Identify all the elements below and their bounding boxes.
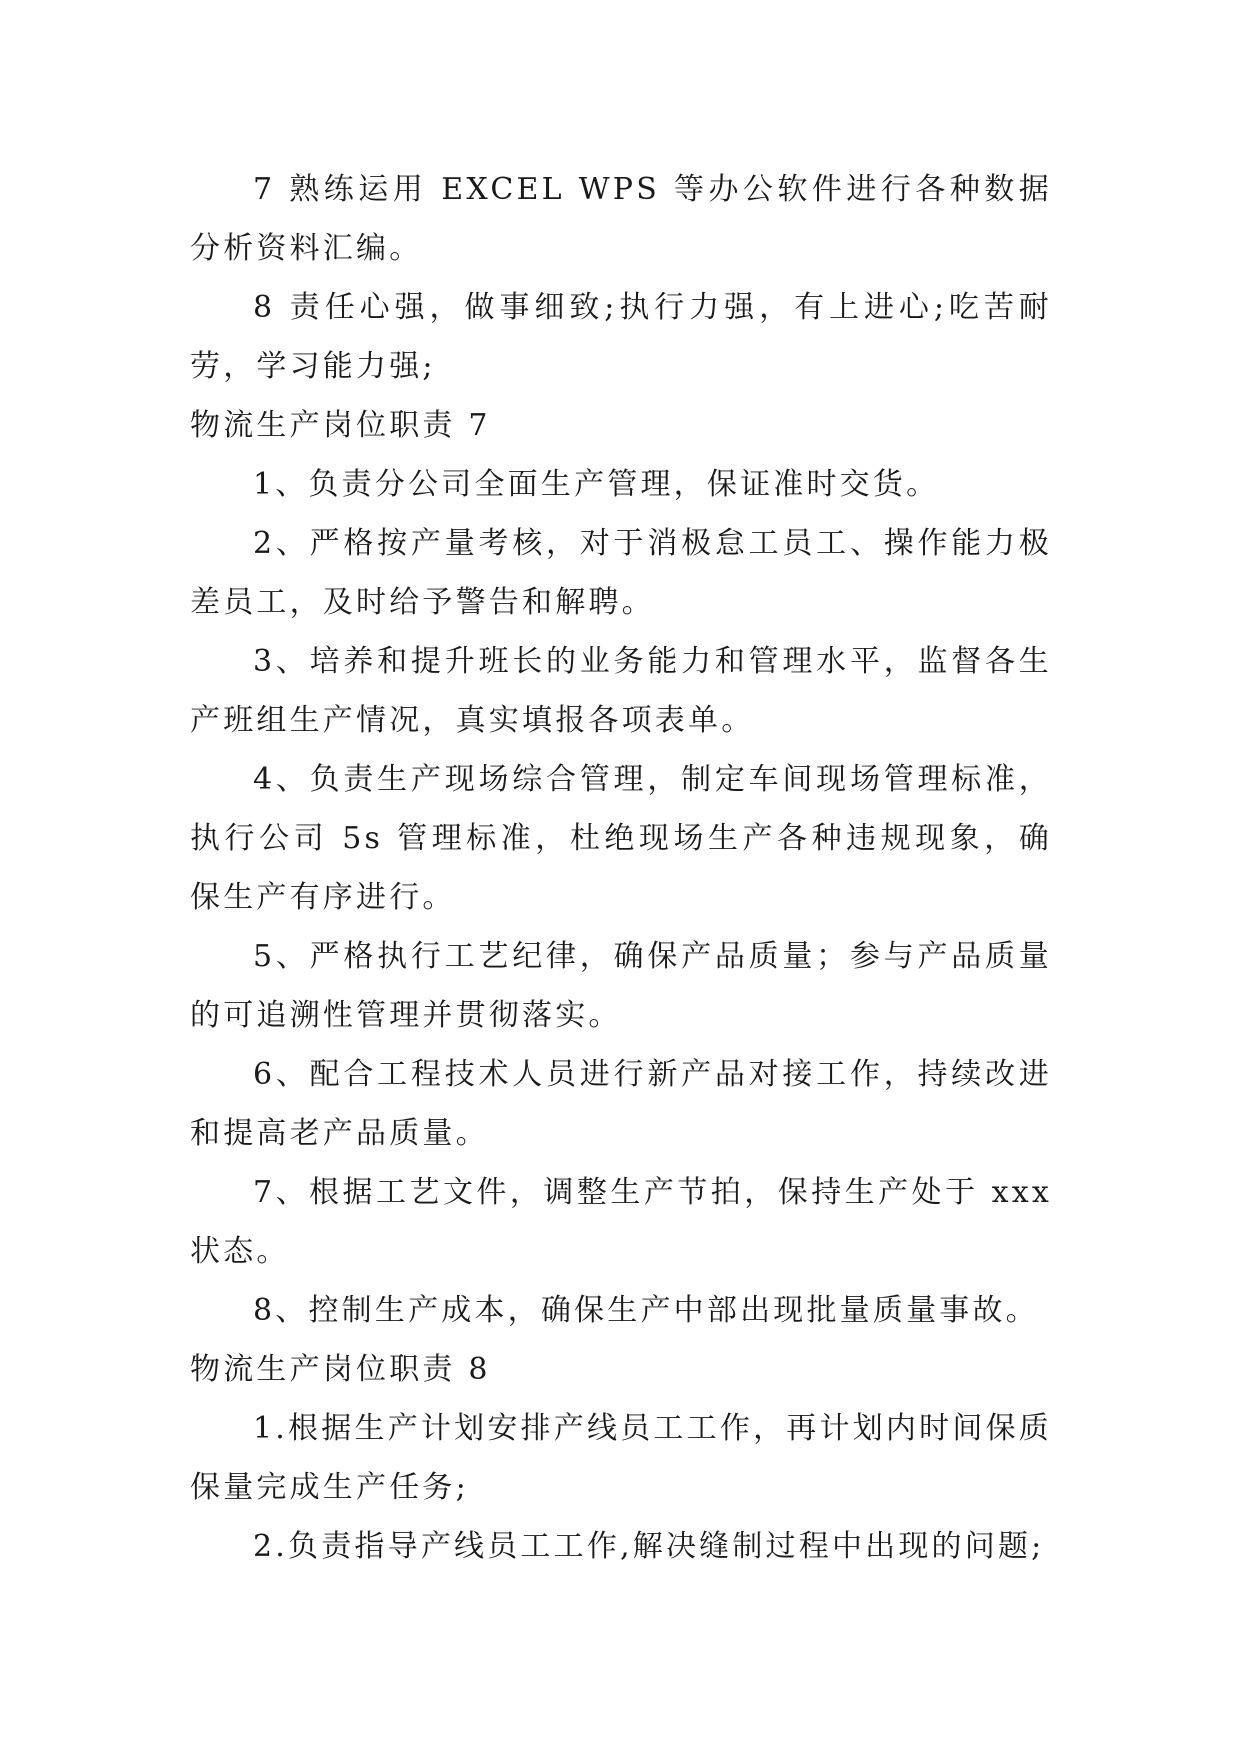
- paragraph-skill-7: 7 熟练运用 EXCEL WPS 等办公软件进行各种数据分析资料汇编。: [190, 172, 1052, 266]
- section-heading-8: 物流生产岗位职责 8: [190, 1352, 491, 1387]
- paragraph-duty-7-4: 4、负责生产现场综合管理，制定车间现场管理标准，执行公司 5s 管理标准，杜绝现场生产各种违规现象，确保生产有序进行。: [190, 762, 1052, 915]
- paragraph-duty-7-1: 1、负责分公司全面生产管理，保证准时交货。: [253, 467, 940, 502]
- paragraph-duty-7-3: 3、培养和提升班长的业务能力和管理水平，监督各生产班组生产情况，真实填报各项表单。: [190, 644, 1052, 738]
- paragraph-duty-7-6: 6、配合工程技术人员进行新产品对接工作，持续改进和提高老产品质量。: [190, 1057, 1052, 1151]
- document-body: [190, 160, 1052, 1576]
- paragraph-skill-8: 8 责任心强，做事细致;执行力强，有上进心;吃苦耐劳，学习能力强;: [190, 290, 1052, 384]
- paragraph-duty-8-2: 2.负责指导产线员工工作,解决缝制过程中出现的问题;: [253, 1529, 1045, 1564]
- paragraph-duty-7-8: 8、控制生产成本，确保生产中部出现批量质量事故。: [253, 1293, 1039, 1328]
- section-heading-7: 物流生产岗位职责 7: [190, 408, 491, 443]
- paragraph-duty-7-5: 5、严格执行工艺纪律，确保产品质量；参与产品质量的可追溯性管理并贯彻落实。: [190, 939, 1052, 1033]
- paragraph-duty-7-2: 2、严格按产量考核，对于消极怠工员工、操作能力极差员工，及时给予警告和解聘。: [190, 526, 1052, 620]
- paragraph-duty-8-1: 1.根据生产计划安排产线员工工作，再计划内时间保质保量完成生产任务;: [190, 1411, 1052, 1505]
- paragraph-duty-7-7: 7、根据工艺文件，调整生产节拍，保持生产处于 xxx 状态。: [190, 1175, 1052, 1269]
